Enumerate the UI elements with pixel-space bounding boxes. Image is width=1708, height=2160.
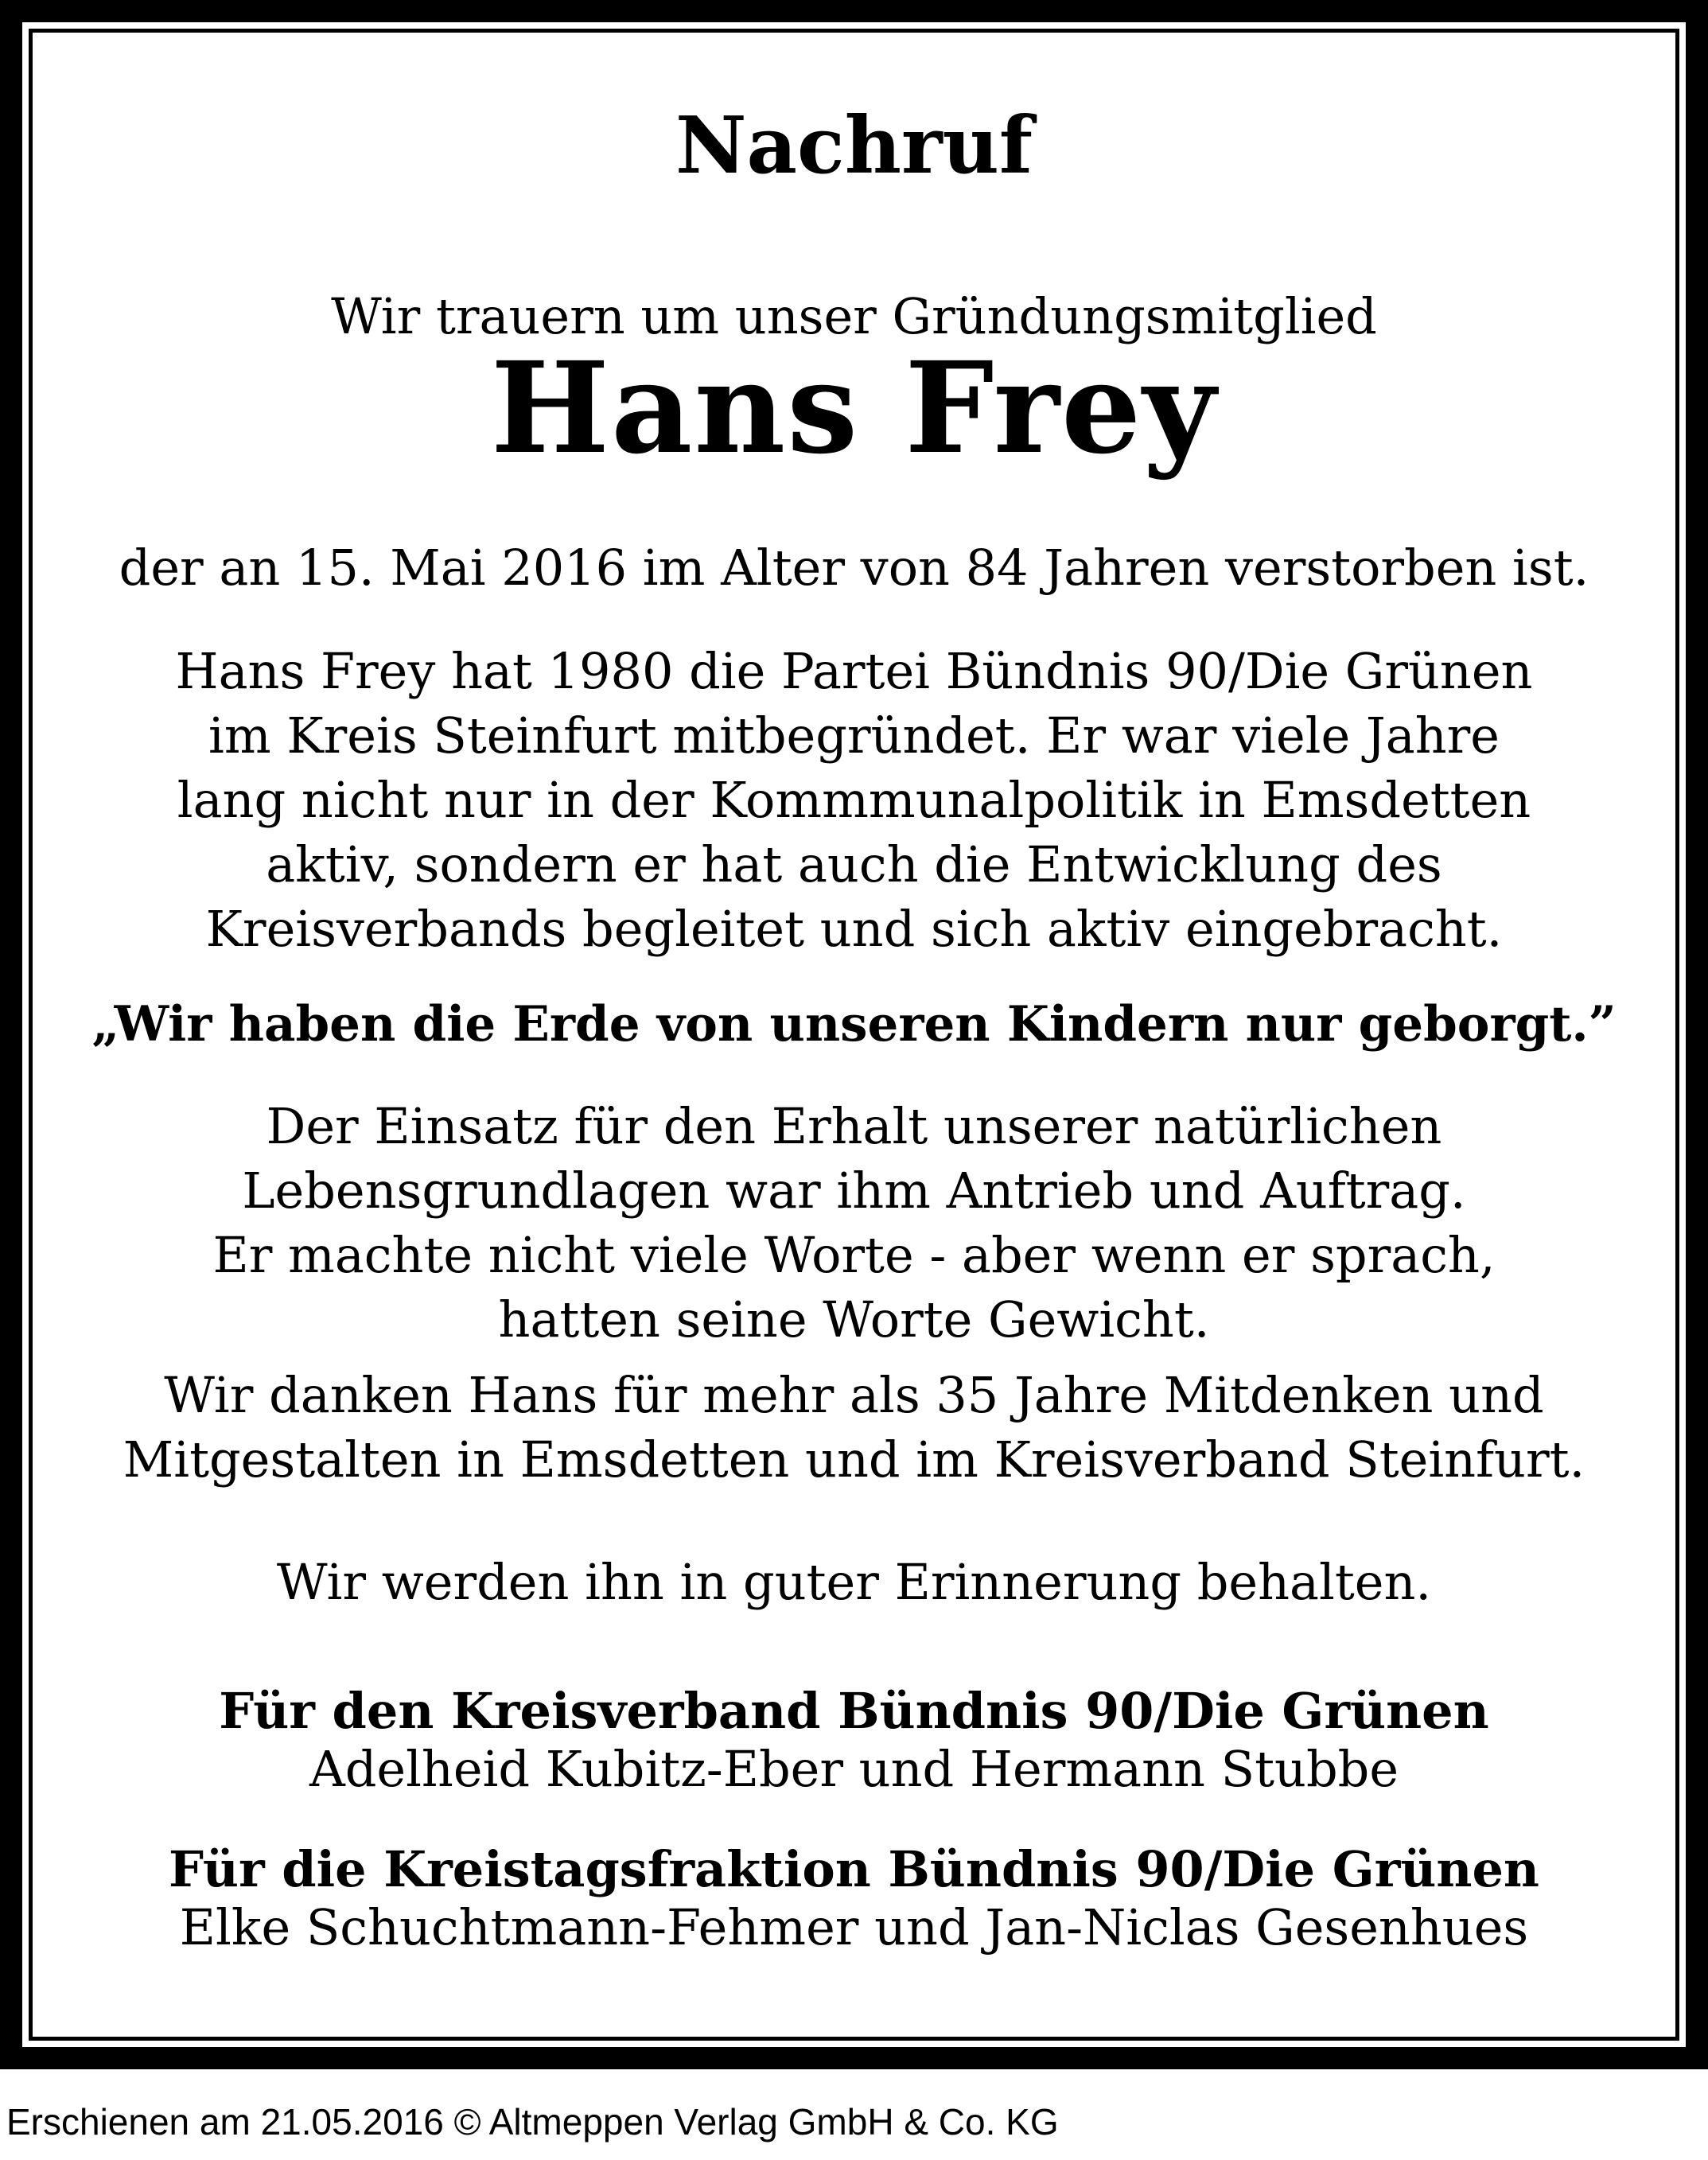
paragraph2-line: Der Einsatz für den Erhalt unserer natürlichen [266,1097,1442,1155]
paragraph3-line: Mitgestalten in Emsdetten und im Kreisverband Steinfurt. [123,1430,1585,1489]
notice-heading: Nachruf [675,100,1033,192]
paragraph3-line: Wir danken Hans für mehr als 35 Jahre Mitdenken und [164,1366,1544,1424]
publication-footer: Erschienen am 21.05.2016 © Altmeppen Verlag GmbH & Co. KG [6,2101,1059,2142]
death-line: der an 15. Mai 2016 im Alter von 84 Jahren verstorben ist. [119,539,1589,597]
obituary-notice [29,29,1679,2041]
signature-title: Für den Kreisverband Bündnis 90/Die Grünen [219,1682,1489,1740]
paragraph1-line: lang nicht nur in der Kommmunalpolitik in Emsdetten [177,771,1531,829]
signature-names: Elke Schuchtmann-Fehmer und Jan-Niclas Gesenhues [179,1898,1529,1956]
paragraph1-line: Hans Frey hat 1980 die Partei Bündnis 90/Die Grünen [175,642,1533,700]
paragraph1-line: im Kreis Steinfurt mitbegründet. Er war viele Jahre [208,706,1500,765]
paragraph2-line: hatten seine Worte Gewicht. [498,1290,1210,1349]
notice-intro: Wir trauern um unser Gründungsmitglied [331,287,1377,345]
signature-title: Für die Kreistagsfraktion Bündnis 90/Die Grünen [169,1840,1539,1898]
deceased-name: Hans Frey [490,335,1218,482]
paragraph1-line: Kreisverbands begleitet und sich aktiv eingebracht. [205,900,1503,958]
signature-names: Adelheid Kubitz-Eber und Hermann Stubbe [309,1740,1399,1798]
paragraph2-line: Lebensgrundlagen war ihm Antrieb und Auftrag. [242,1162,1466,1220]
paragraph1-line: aktiv, sondern er hat auch die Entwicklung des [266,835,1442,893]
closing-line: Wir werden ihn in guter Erinnerung behalten. [276,1553,1432,1611]
paragraph2-line: Er machte nicht viele Worte - aber wenn er sprach, [212,1226,1496,1284]
quote: „Wir haben die Erde von unseren Kindern nur geborgt.” [91,996,1617,1053]
